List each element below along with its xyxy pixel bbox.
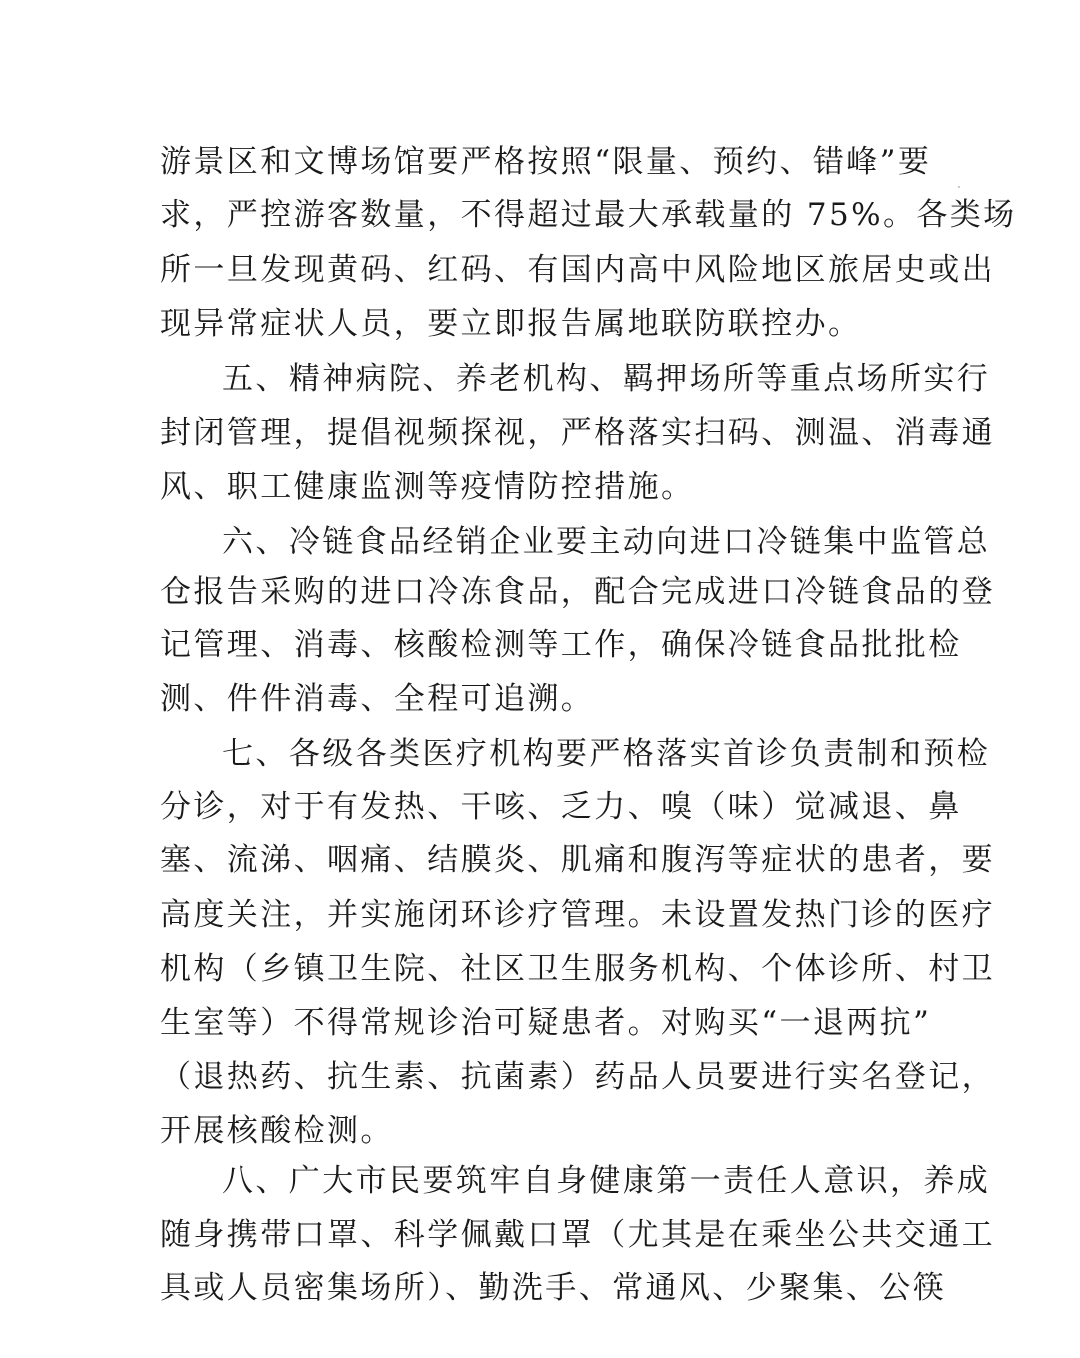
text-line: 仓报告采购的进口冷冻食品，配合完成进口冷链食品的登 <box>160 574 995 610</box>
text-line: 记管理、消毒、核酸检测等工作，确保冷链食品批批检 <box>160 627 962 663</box>
text-line: 封闭管理，提倡视频探视，严格落实扫码、测温、消毒通 <box>160 415 995 451</box>
text-line: 随身携带口罩、科学佩戴口罩（尤其是在乘坐公共交通工 <box>160 1217 995 1253</box>
text-line: 求，严控游客数量，不得超过最大承载量的 75%。各类场 <box>160 197 1017 233</box>
text-line: 所一旦发现黄码、红码、有国内高中风险地区旅居史或出 <box>160 252 995 288</box>
paragraph-start-line: 八、广大市民要筑牢自身健康第一责任人意识，养成 <box>222 1163 991 1199</box>
text-line: 测、件件消毒、全程可追溯。 <box>160 681 595 717</box>
text-line: 具或人员密集场所）、勤洗手、常通风、少聚集、公筷 <box>160 1270 947 1306</box>
text-line: 分诊，对于有发热、干咳、乏力、嗅（味）觉减退、鼻 <box>160 789 962 825</box>
paragraph-start-line: 六、冷链食品经销企业要主动向进口冷链集中监管总 <box>222 524 991 560</box>
paragraph-start-line: 五、精神病院、养老机构、羁押场所等重点场所实行 <box>222 361 991 397</box>
text-line: 机构（乡镇卫生院、社区卫生服务机构、个体诊所、村卫 <box>160 951 995 987</box>
text-line: 现异常症状人员，要立即报告属地联防联控办。 <box>160 306 862 342</box>
text-line: 塞、流涕、咽痛、结膜炎、肌痛和腹泻等症状的患者，要 <box>160 842 995 878</box>
text-line: 生室等）不得常规诊治可疑患者。对购买“一退两抗” <box>160 1005 932 1041</box>
text-line: 高度关注，并实施闭环诊疗管理。未设置发热门诊的医疗 <box>160 897 995 933</box>
scan-speck <box>958 186 960 188</box>
text-line: 开展核酸检测。 <box>160 1113 394 1149</box>
paragraph-start-line: 七、各级各类医疗机构要严格落实首诊负责制和预检 <box>222 736 991 772</box>
text-line: （退热药、抗生素、抗菌素）药品人员要进行实名登记， <box>160 1059 995 1095</box>
text-line: 风、职工健康监测等疫情防控措施。 <box>160 469 695 505</box>
text-line: 游景区和文博场馆要严格按照“限量、预约、错峰”要 <box>160 144 932 180</box>
